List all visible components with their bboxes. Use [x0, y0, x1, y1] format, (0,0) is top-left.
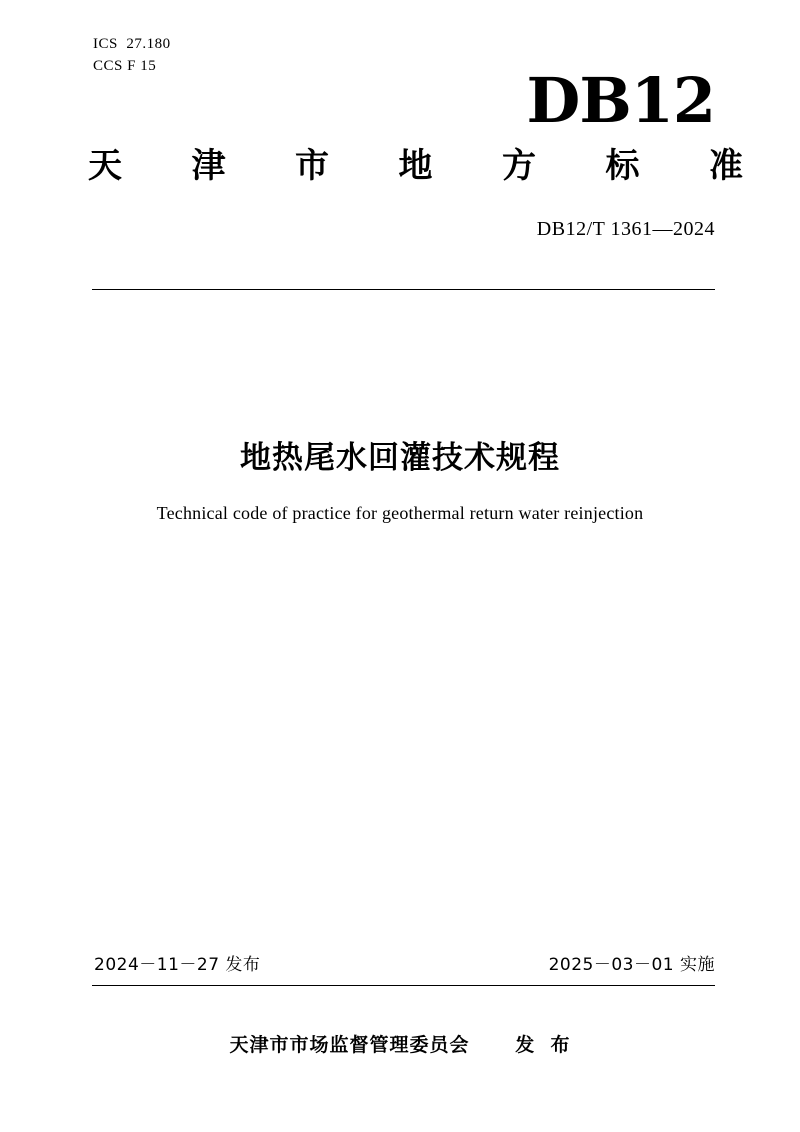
std-title-char-5: 方 [502, 146, 536, 186]
db12-logo: DB12 [526, 64, 715, 137]
publisher-line: 天津市市场监督管理委员会 发 布 [229, 1034, 571, 1056]
issue-date: 2024－11－27 发布 [94, 955, 261, 975]
divider-bottom [92, 985, 715, 986]
ics-code: ICS 27.180 [93, 36, 171, 52]
document-title-chinese: 地热尾水回灌技术规程 [240, 440, 560, 476]
std-title-char-4: 地 [398, 146, 433, 186]
classification-codes [93, 33, 171, 77]
std-title-char-1: 天 [88, 146, 122, 186]
std-title-char-6: 标 [605, 146, 640, 186]
document-title-english: Technical code of practice for geothermal return water reinjection [156, 503, 644, 523]
ccs-code: CCS F 15 [93, 58, 157, 74]
divider-top [92, 289, 715, 290]
std-title-char-2: 津 [191, 146, 226, 186]
std-title-char-7: 准 [709, 146, 743, 186]
standard-number: DB12/T 1361—2024 [536, 218, 715, 240]
effective-date: 2025－03－01 实施 [548, 955, 715, 975]
standard-org-title [88, 143, 743, 189]
std-title-char-3: 市 [295, 146, 329, 186]
